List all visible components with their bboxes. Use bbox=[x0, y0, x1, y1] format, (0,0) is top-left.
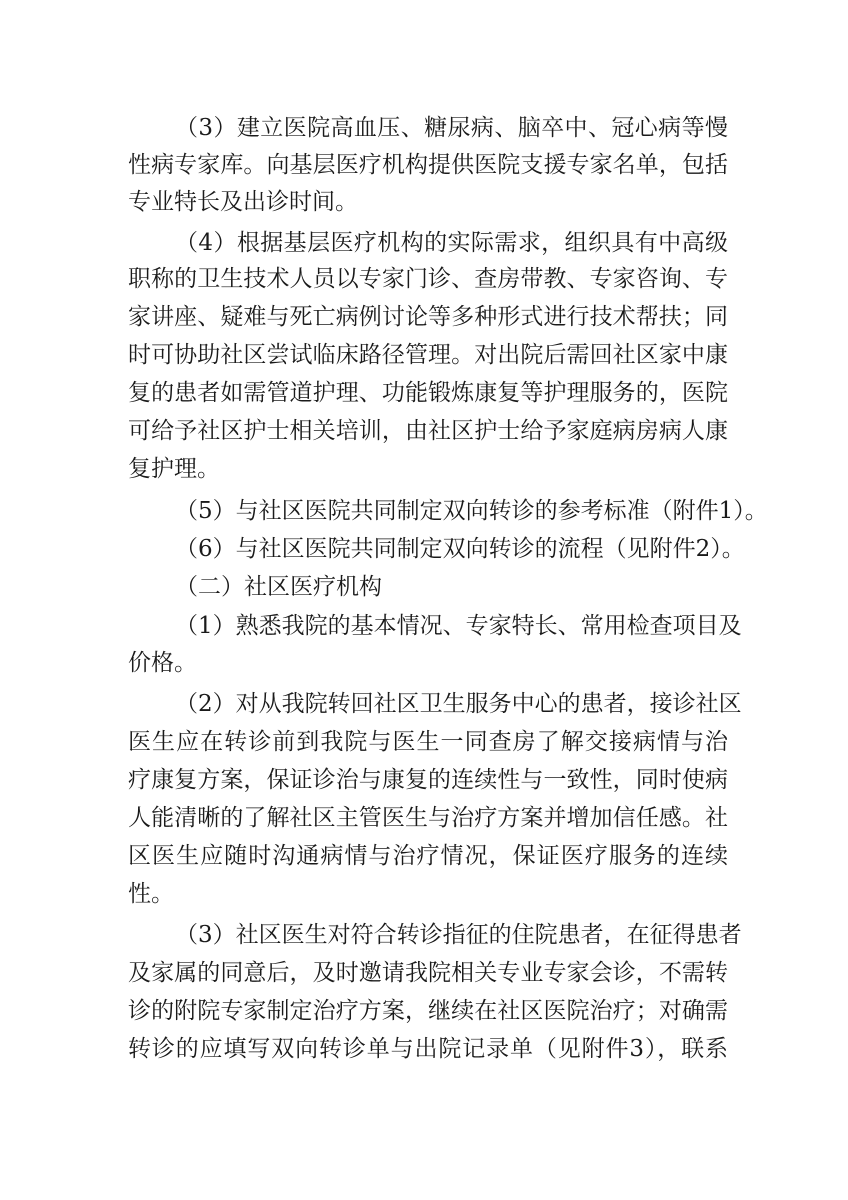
community-item-2-line-5: 区医生应随时沟通病情与治疗情况，保证医疗服务的连续 bbox=[128, 843, 728, 869]
community-item-3-line-2: 及家属的同意后，及时邀请我院相关专业专家会诊，不需转 bbox=[128, 960, 728, 986]
community-item-1-line-1: （1）熟悉我院的基本情况、专家特长、常用检查项目及 bbox=[175, 613, 742, 639]
community-item-3-line-3: 诊的附院专家制定治疗方案，继续在社区医院治疗；对确需 bbox=[128, 998, 728, 1024]
paragraph-3-line-2: 性病专家库。向基层医疗机构提供医院支援专家名单，包括 bbox=[128, 152, 728, 178]
community-item-2-line-6: 性。 bbox=[128, 881, 174, 907]
section-heading-community: （二）社区医疗机构 bbox=[175, 574, 382, 600]
community-item-3-line-1: （3）社区医生对符合转诊指征的住院患者，在征得患者 bbox=[175, 922, 742, 948]
paragraph-4-line-4: 时可协助社区尝试临床路径管理。对出院后需回社区家中康 bbox=[128, 342, 728, 368]
paragraph-4-line-6: 可给予社区护士相关培训，由社区护士给予家庭病房病人康 bbox=[128, 418, 728, 444]
community-item-2-line-4: 人能清晰的了解社区主管医生与治疗方案并增加信任感。社 bbox=[128, 805, 728, 831]
community-item-3-line-4: 转诊的应填写双向转诊单与出院记录单（见附件3），联系 bbox=[128, 1036, 728, 1062]
paragraph-5-line-1: （5）与社区医院共同制定双向转诊的参考标准（附件1）。 bbox=[175, 498, 768, 524]
paragraph-3-line-1: （3）建立医院高血压、糖尿病、脑卒中、冠心病等慢 bbox=[175, 115, 728, 141]
paragraph-4-line-5: 复的患者如需管道护理、功能锻炼康复等护理服务的，医院 bbox=[128, 380, 728, 406]
paragraph-4-line-3: 家讲座、疑难与死亡病例讨论等多种形式进行技术帮扶；同 bbox=[128, 304, 728, 330]
paragraph-6-line-1: （6）与社区医院共同制定双向转诊的流程（见附件2）。 bbox=[175, 536, 745, 562]
paragraph-3-line-3: 专业特长及出诊时间。 bbox=[128, 189, 358, 215]
paragraph-4-line-1: （4）根据基层医疗机构的实际需求，组织具有中高级 bbox=[175, 230, 728, 256]
paragraph-4-line-7: 复护理。 bbox=[128, 456, 220, 482]
community-item-2-line-1: （2）对从我院转回社区卫生服务中心的患者，接诊社区 bbox=[175, 691, 742, 717]
paragraph-4-line-2: 职称的卫生技术人员以专家门诊、查房带教、专家咨询、专 bbox=[128, 266, 728, 292]
community-item-2-line-3: 疗康复方案，保证诊治与康复的连续性与一致性，同时使病 bbox=[128, 767, 728, 793]
community-item-2-line-2: 医生应在转诊前到我院与医生一同查房了解交接病情与治 bbox=[128, 729, 728, 755]
community-item-1-line-2: 价格。 bbox=[128, 650, 197, 676]
